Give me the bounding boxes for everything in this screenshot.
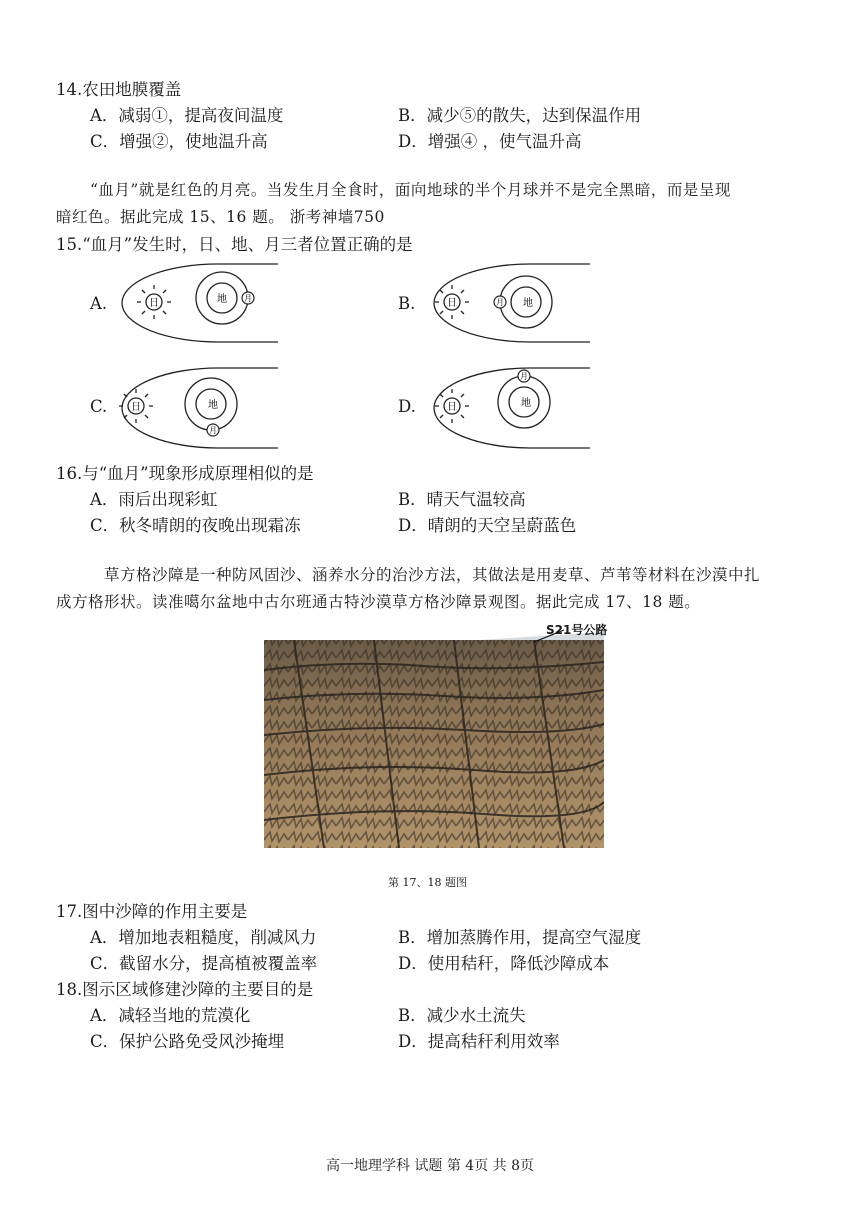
page-footer: 高一地理学科 试题 第 4页 共 8页 bbox=[325, 1158, 535, 1174]
sun-icon bbox=[119, 389, 153, 423]
q17-option-c: C．截留水分，提高植被覆盖率 bbox=[90, 954, 318, 973]
q17-option-b: B．增加蒸腾作用，提高空气湿度 bbox=[398, 928, 642, 947]
q16-option-a: A．雨后出现彩虹 bbox=[90, 490, 218, 509]
diagram-option-c bbox=[118, 364, 278, 452]
q18-option-a: A．减轻当地的荒漠化 bbox=[90, 1006, 251, 1025]
diagram-option-d bbox=[430, 364, 590, 452]
figure-caption: 第 17、18 题图 bbox=[388, 876, 467, 889]
sun-icon bbox=[435, 285, 469, 319]
q16-option-c: C．秋冬晴朗的夜晚出现霜冻 bbox=[90, 516, 301, 535]
passage-blood-moon-line1: “血月”就是红色的月亮。当发生月全食时，面向地球的半个月球并不是完全黑暗，而是呈现 bbox=[90, 181, 731, 199]
q15-option-b-letter: B. bbox=[398, 294, 416, 313]
q17-option-d: D．使用秸秆，降低沙障成本 bbox=[398, 954, 610, 973]
moon-label: 月 bbox=[496, 298, 504, 307]
sun-icon bbox=[435, 389, 469, 423]
diagram-option-a bbox=[118, 260, 278, 346]
earth-label: 地 bbox=[521, 398, 531, 409]
q14-option-c: C．增强②，使地温升高 bbox=[90, 132, 268, 151]
moon-label: 月 bbox=[209, 426, 217, 435]
q14-option-b: B．减少⑤的散失，达到保温作用 bbox=[398, 106, 642, 125]
passage-blood-moon-line2: 暗红色。据此完成 15、16 题。 浙考神墙750 bbox=[56, 208, 385, 226]
q14-option-d: D．增强④ ，使气温升高 bbox=[398, 132, 582, 151]
question-18-stem: 18.图示区域修建沙障的主要目的是 bbox=[56, 980, 314, 999]
q18-option-b: B．减少水土流失 bbox=[398, 1006, 526, 1025]
road-label: S21号公路 bbox=[546, 623, 608, 637]
sun-label: 日 bbox=[447, 402, 457, 413]
diagram-option-b bbox=[430, 260, 590, 346]
q15-option-d-letter: D. bbox=[398, 397, 416, 416]
q14-option-a: A．减弱①，提高夜间温度 bbox=[90, 106, 284, 125]
sun-label: 日 bbox=[131, 402, 141, 413]
earth-label: 地 bbox=[523, 298, 533, 309]
q18-option-d: D．提高秸秆利用效率 bbox=[398, 1032, 560, 1051]
q18-option-c: C．保护公路免受风沙掩埋 bbox=[90, 1032, 285, 1051]
earth-label: 地 bbox=[217, 294, 227, 305]
sun-icon bbox=[137, 285, 171, 319]
sun-label: 日 bbox=[447, 298, 457, 309]
question-16-stem: 16.与“血月”现象形成原理相似的是 bbox=[56, 464, 314, 483]
question-14-stem: 14.农田地膜覆盖 bbox=[56, 80, 182, 99]
question-17-stem: 17.图中沙障的作用主要是 bbox=[56, 902, 248, 921]
passage-sand-barrier-line1: 草方格沙障是一种防风固沙、涵养水分的治沙方法，其做法是用麦草、芦苇等材料在沙漠中扎 bbox=[104, 566, 761, 584]
sand-barrier-photo bbox=[264, 620, 604, 850]
earth-label: 地 bbox=[208, 400, 218, 411]
moon-label: 月 bbox=[520, 372, 528, 381]
passage-sand-barrier-line2: 成方格形状。读准噶尔盆地中古尔班通古特沙漠草方格沙障景观图。据此完成 17、18 题。 bbox=[56, 593, 701, 611]
q16-option-d: D．晴朗的天空呈蔚蓝色 bbox=[398, 516, 577, 535]
q15-option-a-letter: A. bbox=[90, 294, 108, 313]
question-15-stem: 15.“血月”发生时，日、地、月三者位置正确的是 bbox=[56, 235, 413, 254]
sun-label: 日 bbox=[149, 298, 159, 309]
q17-option-a: A．增加地表粗糙度，削减风力 bbox=[90, 928, 317, 947]
q15-option-c-letter: C. bbox=[90, 397, 108, 416]
moon-label: 月 bbox=[244, 294, 252, 303]
q16-option-b: B．晴天气温较高 bbox=[398, 490, 526, 509]
